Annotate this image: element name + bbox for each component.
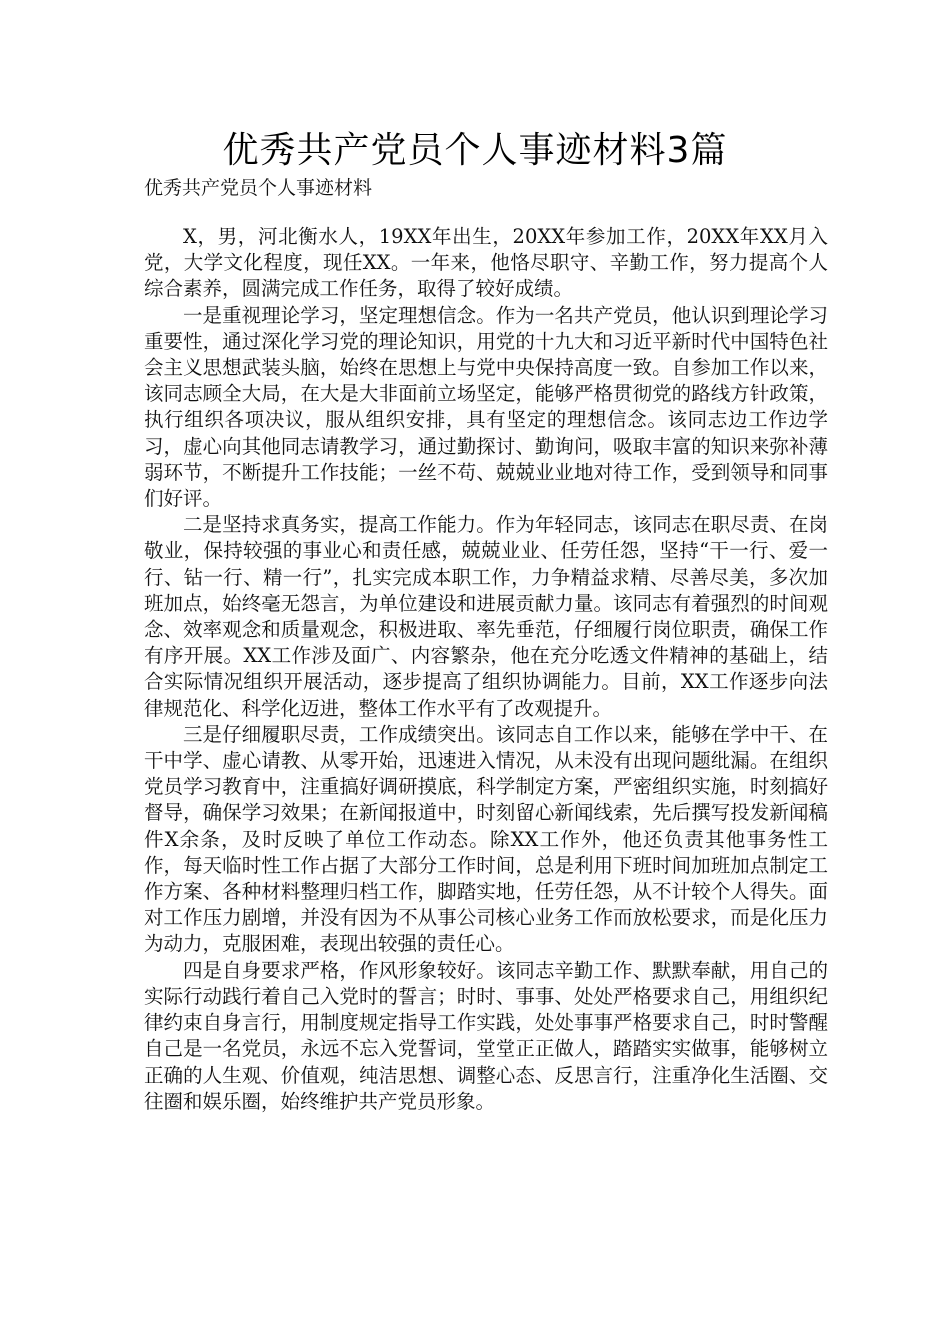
paragraph-intro: X，男，河北衡水人，19XX年出生，20XX年参加工作，20XX年XX月入党，大学文化程度，现任XX。一年来，他恪尽职守、辛勤工作，努力提高个人综合素养，圆满完成工作任务，取得了较好成绩。 <box>144 225 828 301</box>
paragraph-self-discipline: 四是自身要求严格，作风形象较好。该同志辛勤工作、默默奉献，用自己的实际行动践行着自己入党时的誓言；时时、事事、处处严格要求自己，用组织纪律约束自身言行，用制度规定指导工作实践，处处事事严格要求自己，时时警醒自己是一名党员，永远不忘入党誓词，堂堂正正做人，踏踏实实做事，能够树立正确的人生观、价值观，纯洁思想、调整心态、反思言行，注重净化生活圈、交往圈和娱乐圈，始终维护共产党员形象。 <box>144 958 828 1113</box>
paragraph-theory-study: 一是重视理论学习，坚定理想信念。作为一名共产党员，他认识到理论学习重要性，通过深化学习党的理论知识，用党的十九大和习近平新时代中国特色社会主义思想武装头脑，始终在思想上与党中央保持高度一致。自参加工作以来，该同志顾全大局，在大是大非面前立场坚定，能够严格贯彻党的路线方针政策，执行组织各项决议，服从组织安排，具有坚定的理想信念。该同志边工作边学习，虚心向其他同志请教学习，通过勤探讨、勤询问，吸取丰富的知识来弥补薄弱环节，不断提升工作技能；一丝不苟、兢兢业业地对待工作，受到领导和同事们好评。 <box>144 303 828 511</box>
paragraph-work-ability: 二是坚持求真务实，提高工作能力。作为年轻同志，该同志在职尽责、在岗敬业，保持较强的事业心和责任感，兢兢业业、任劳任怨，坚持“干一行、爱一行、钻一行、精一行”，扎实完成本职工作，力争精益求精、尽善尽美，多次加班加点，始终毫无怨言，为单位建设和进展贡献力量。该同志有着强烈的时间观念、效率观念和质量观念，积极进取、率先垂范，仔细履行岗位职责，确保工作有序开展。XX工作涉及面广、内容繁杂，他在充分吃透文件精神的基础上，结合实际情况组织开展活动，逐步提高了组织协调能力。目前，XX工作逐步向法律规范化、科学化迈进，整体工作水平有了改观提升。 <box>144 513 828 720</box>
paragraph-duty-performance: 三是仔细履职尽责，工作成绩突出。该同志自工作以来，能够在学中干、在干中学、虚心请教、从零开始，迅速进入情况，从未没有出现问题纰漏。在组织党员学习教育中，注重搞好调研摸底，科学制定方案，严密组织实施，时刻搞好督导，确保学习效果；在新闻报道中，时刻留心新闻线索，先后撰写投发新闻稿件X余条，及时反映了单位工作动态。除XX工作外，他还负责其他事务性工作，每天临时性工作占据了大部分工作时间，总是利用下班时间加班加点制定工作方案、各种材料整理归档工作，脚踏实地，任劳任怨，从不计较个人得失。面对工作压力剧增，并没有因为不从事公司核心业务工作而放松要求，而是化压力为动力，克服困难，表现出较强的责任心。 <box>144 722 828 956</box>
document-subtitle: 优秀共产党员个人事迹材料 <box>144 177 373 199</box>
document-body <box>144 224 828 1115</box>
document-title: 优秀共产党员个人事迹材料3篇 <box>222 130 728 171</box>
